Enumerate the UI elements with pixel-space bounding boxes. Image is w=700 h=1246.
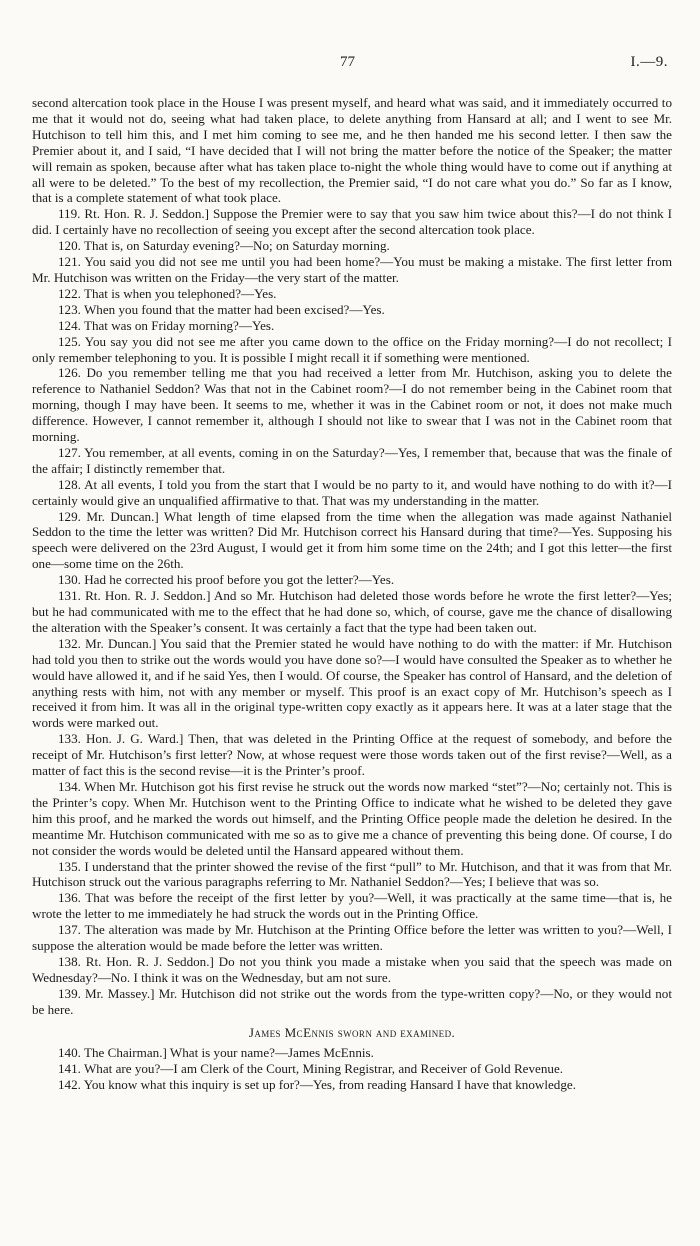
question-135: 135. I understand that the printer showed the revise of the first “pull” to Mr. Hutchison, and that it was from that Mr. Hutchison struck out the various paragraphs referring to Mr. Nathaniel Seddon?—Yes; I believe that was so. — [32, 858, 672, 890]
question-128: 128. At all events, I told you from the start that I would be no party to it, and would have nothing to do with it?—I certainly would give an unqualified affirmative to that. That was my understanding in the matter. — [32, 476, 672, 508]
body-text — [32, 95, 672, 1093]
question-139: 139. Mr. Massey.] Mr. Hutchison did not strike out the words from the type-written copy?—No, or they would not be here. — [32, 985, 672, 1017]
question-126: 126. Do you remember telling me that you had received a letter from Mr. Hutchison, asking you to delete the reference to Nathaniel Seddon? Was that not in the Cabinet room?—I do not remember being in the Cabinet room that morning, though I may have been. It seems to me, whether it was in the Cabinet room or not, it does not make much difference. However, I cannot remember it, although I should not like to swear that I was not in the Cabinet room that morning. — [32, 365, 672, 445]
question-131: 131. Rt. Hon. R. J. Seddon.] And so Mr. Hutchison had deleted those words before he wrote the first letter?—Yes; but he had communicated with me to the effect that he had done so, which, of course, gave me the chance of disallowing the alteration with the Speaker’s consent. It was certainly a fact that the type had been taken out. — [32, 588, 672, 635]
question-132: 132. Mr. Duncan.] You said that the Premier stated he would have nothing to do with the matter: if Mr. Hutchison had told you then to strike out the words would you have done so?—I would have consulted the Speaker as to whether he would have allowed it, and if he said Yes, then I would. Of course, the Speaker has control of Hansard, and the deletion of anything rests with him, not with any member or myself. This proof is an exact copy of Mr. Hutchison’s speech as I received it from him. It was all in the original type-written copy exactly as it appears here. It was at a later stage that the words were marked out. — [32, 635, 672, 731]
question-121: 121. You said you did not see me until you had been home?—You must be making a mistake. The first letter from Mr. Hutchison was written on the Friday—the very start of the matter. — [32, 254, 672, 285]
page-number: 77 — [340, 54, 355, 70]
question-142: 142. You know what this inquiry is set up for?—Yes, from reading Hansard I have that knowledge. — [58, 1077, 576, 1093]
question-127: 127. You remember, at all events, coming in on the Saturday?—Yes, I remember that, because that was the finale of the affair; I distinctly remember that. — [32, 444, 672, 476]
question-140: 140. The Chairman.] What is your name?—James McEnnis. — [58, 1045, 374, 1061]
witness-heading: James McEnnis sworn and examined. — [248, 1024, 456, 1040]
continuation-paragraph: second altercation took place in the House I was present myself, and heard what was said, and it immediately occurred to me that it would not do, seeing what had taken place, to delete anything from Hansard at all; and I went to see Mr. Hutchison to tell him this, and I met him coming to see me, and he then handed me his second letter. I then saw the Premier about it, and I said, “I have decided that I will not bring the matter before the notice of the Speaker; the matter will remain as spoken, because after what has taken place to-night the whole thing would have to come out if anything at all were to be deleted.” To the best of my recollection, the Premier said, “I do not care what you do.” So far as I know, that is a complete statement of what took place. — [32, 95, 672, 206]
question-137: 137. The alteration was made by Mr. Hutchison at the Printing Office before the letter was written to you?—Well, I suppose the alteration would be made before the letter was written. — [32, 922, 672, 954]
question-136: 136. That was before the receipt of the first letter by you?—Well, it was practically at the same time—that is, he wrote the letter to me immediately he had struck the words out in the Printing Office. — [32, 890, 672, 922]
question-122: 122. That is when you telephoned?—Yes. — [58, 285, 277, 301]
document-reference: I.—9. — [630, 54, 668, 70]
question-124: 124. That was on Friday morning?—Yes. — [58, 317, 275, 333]
question-134: 134. When Mr. Hutchison got his first revise he struck out the words now marked “stet”?—No; certainly not. This is the Printer’s copy. When Mr. Hutchison went to the Printing Office to indicate what he wished to be deleted they gave him this proof, and he marked the words out himself, and the Printing Office people made the deletion he desired. In the meantime Mr. Hutchison communicated with me so as to give me a chance of preventing this being done. Of course, I do not consider the words would be deleted until the Hansard appeared without them. — [32, 778, 672, 858]
question-120: 120. That is, on Saturday evening?—No; on Saturday morning. — [58, 238, 390, 254]
question-141: 141. What are you?—I am Clerk of the Court, Mining Registrar, and Receiver of Gold Revenue. — [58, 1061, 564, 1077]
question-130: 130. Had he corrected his proof before you got the letter?—Yes. — [58, 572, 395, 588]
question-138: 138. Rt. Hon. R. J. Seddon.] Do not you think you made a mistake when you said that the speech was made on Wednesday?—No. I think it was on the Wednesday, but am not sure. — [32, 953, 672, 985]
question-125: 125. You say you did not see me after you came down to the office on the Friday morning?—I do not recollect; I only remember telephoning to you. It is possible I might recall it if something were mentioned. — [32, 333, 672, 365]
question-129: 129. Mr. Duncan.] What length of time elapsed from the time when the allegation was made against Nathaniel Seddon to the time the letter was written? Did Mr. Hutchison correct his Hansard during that time?—Yes. Supposing his speech were delivered on the 23rd August, I would get it from him some time on the 24th; and I got this letter—the first one—some time on the 26th. — [32, 508, 672, 572]
question-119: 119. Rt. Hon. R. J. Seddon.] Suppose the Premier were to say that you saw him twice about this?—I do not think I did. I certainly have no recollection of seeing you except after the second altercation took place. — [32, 206, 672, 238]
question-123: 123. When you found that the matter had been excised?—Yes. — [58, 301, 385, 317]
question-133: 133. Hon. J. G. Ward.] Then, that was deleted in the Printing Office at the request of somebody, and before the receipt of Mr. Hutchison’s first letter? Now, at whose request were those words taken out of the first revise?—Well, as a matter of fact this is the second revise—it is the Printer’s proof. — [32, 731, 672, 779]
